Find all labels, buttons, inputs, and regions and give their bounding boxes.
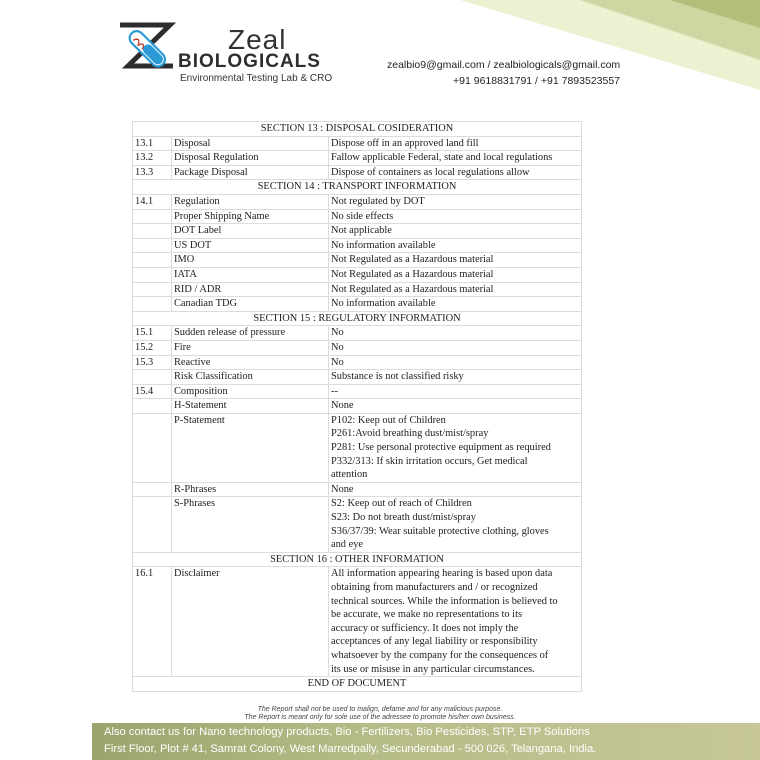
- row-number: [133, 413, 172, 482]
- row-label: Package Disposal: [172, 165, 329, 180]
- row-number: [133, 482, 172, 497]
- row-label: Disposal: [172, 136, 329, 151]
- row-label: R-Phrases: [172, 482, 329, 497]
- row-value: [329, 497, 582, 552]
- footnote-line-2: The Report is meant only for sole use of the adressee to promote his/her own business.: [244, 714, 516, 721]
- row-value-line: Not Regulated as a Hazardous material: [331, 268, 494, 280]
- row-value-line: Not Regulated as a Hazardous material: [331, 283, 494, 295]
- row-label: Canadian TDG: [172, 297, 329, 312]
- row-value-line: --: [331, 385, 338, 397]
- row-number: [133, 282, 172, 297]
- row-value: [329, 253, 582, 268]
- footer-line-1: Also contact us for Nano technology products, Bio - Fertilizers, Bio Pesticides, STP, ETP Solutions: [104, 726, 590, 738]
- row-value-line: attention: [331, 469, 368, 481]
- row-value-line: and eye: [331, 539, 364, 551]
- row-value: [329, 194, 582, 209]
- row-label: IMO: [172, 253, 329, 268]
- row-value: [329, 399, 582, 414]
- row-value-line: None: [331, 483, 354, 495]
- section-title: SECTION 14 : TRANSPORT INFORMATION: [133, 180, 582, 195]
- row-value-line: Fallow applicable Federal, state and local regulations: [331, 152, 553, 164]
- row-value: [329, 355, 582, 370]
- row-number: [133, 399, 172, 414]
- row-value: [329, 326, 582, 341]
- row-number: 16.1: [133, 567, 172, 677]
- row-value-line: P261:Avoid breathing dust/mist/spray: [331, 428, 489, 440]
- table-row: [133, 326, 582, 341]
- footer-line-2: First Floor, Plot # 41, Samrat Colony, West Marredpally, Secunderabad - 500 026, Telangana, India.: [104, 743, 597, 755]
- section-header-row: [133, 122, 582, 137]
- row-label: RID / ADR: [172, 282, 329, 297]
- section-title: SECTION 15 : REGULATORY INFORMATION: [133, 311, 582, 326]
- row-value-line: No information available: [331, 298, 436, 310]
- table-row: [133, 399, 582, 414]
- test-tube-z-logo-icon: [118, 22, 176, 74]
- table-row: [133, 297, 582, 312]
- table-row: [133, 340, 582, 355]
- row-value-line: P332/313: If skin irritation occurs, Get medical: [331, 455, 528, 467]
- row-value-line: obtaining from manufacturers and / or recognized: [331, 582, 538, 593]
- row-number: 15.3: [133, 355, 172, 370]
- sds-table: [132, 121, 582, 692]
- row-number: 15.4: [133, 384, 172, 399]
- row-value-line: acceptances of any legal liability or responsibility: [331, 636, 538, 648]
- row-label: Fire: [172, 340, 329, 355]
- table-row: [133, 370, 582, 385]
- row-number: [133, 209, 172, 224]
- row-value-line: Not Regulated as a Hazardous material: [331, 254, 494, 266]
- row-value: [329, 567, 582, 677]
- row-value-line: its use or misuse in any particular circumstances.: [331, 663, 535, 675]
- brand-subtitle: BIOLOGICALS: [178, 51, 321, 72]
- row-label: P-Statement: [172, 413, 329, 482]
- row-number: 15.2: [133, 340, 172, 355]
- row-value: [329, 282, 582, 297]
- row-number: 15.1: [133, 326, 172, 341]
- row-value: [329, 238, 582, 253]
- table-row: [133, 253, 582, 268]
- contact-phones: +91 9618831791 / +91 7893523557: [453, 75, 621, 87]
- end-row: [133, 677, 582, 692]
- row-value: [329, 165, 582, 180]
- row-number: [133, 497, 172, 552]
- row-label: Sudden release of pressure: [172, 326, 329, 341]
- row-value-line: P102: Keep out of Children: [331, 414, 446, 426]
- table-row: [133, 209, 582, 224]
- row-label: Risk Classification: [172, 370, 329, 385]
- row-value: [329, 224, 582, 239]
- row-value-line: be accurate, we make no representations to its: [331, 609, 522, 621]
- table-row: [133, 151, 582, 166]
- row-label: Reactive: [172, 355, 329, 370]
- row-value-line: None: [331, 400, 354, 412]
- footer-bar: [92, 723, 760, 760]
- row-number: [133, 224, 172, 239]
- row-value-line: P281: Use personal protective equipment as required: [331, 442, 551, 454]
- row-label: Disclaimer: [172, 567, 329, 677]
- contact-emails: zealbio9@gmail.com / zealbiologicals@gmail.com: [387, 59, 621, 71]
- row-number: 13.1: [133, 136, 172, 151]
- row-number: 13.2: [133, 151, 172, 166]
- row-value-line: Not regulated by DOT: [331, 195, 425, 207]
- row-value-line: Substance is not classified risky: [331, 371, 464, 383]
- table-row: [133, 238, 582, 253]
- row-label: Proper Shipping Name: [172, 209, 329, 224]
- row-label: Composition: [172, 384, 329, 399]
- section-header-row: [133, 552, 582, 567]
- row-value-line: Dispose of containers as local regulations allow: [331, 166, 530, 178]
- row-value-line: technical sources. While the information is believed to: [331, 595, 558, 607]
- table-row: [133, 355, 582, 370]
- row-value-line: Not applicable: [331, 225, 392, 237]
- row-label: DOT Label: [172, 224, 329, 239]
- row-label: US DOT: [172, 238, 329, 253]
- row-value: [329, 384, 582, 399]
- row-label: Regulation: [172, 194, 329, 209]
- table-row: [133, 482, 582, 497]
- row-value-line: All information appearing hearing is based upon data: [331, 568, 553, 580]
- brand-name: Zeal: [228, 24, 287, 55]
- row-number: [133, 238, 172, 253]
- row-label: H-Statement: [172, 399, 329, 414]
- row-value-line: S23: Do not breath dust/mist/spray: [331, 512, 476, 524]
- table-row: [133, 413, 582, 482]
- row-value-line: No information available: [331, 239, 436, 251]
- row-value-line: No: [331, 341, 344, 353]
- section-title: SECTION 13 : DISPOSAL COSIDERATION: [133, 122, 582, 137]
- row-number: 14.1: [133, 194, 172, 209]
- row-value-line: accuracy or sufficiency. It does not imply the: [331, 622, 519, 634]
- row-number: [133, 370, 172, 385]
- row-value-line: Dispose off in an approved land fill: [331, 137, 479, 149]
- table-row: [133, 224, 582, 239]
- row-value: [329, 482, 582, 497]
- row-number: [133, 253, 172, 268]
- section-title: SECTION 16 : OTHER INFORMATION: [133, 552, 582, 567]
- row-label: Disposal Regulation: [172, 151, 329, 166]
- row-value-line: S36/37/39: Wear suitable protective clothing, gloves: [331, 525, 549, 537]
- table-row: [133, 136, 582, 151]
- table-row: [133, 267, 582, 282]
- table-row: [133, 194, 582, 209]
- row-number: 13.3: [133, 165, 172, 180]
- row-value: [329, 151, 582, 166]
- row-number: [133, 297, 172, 312]
- footnote-line-1: The Report shall not be used to malign, defame and for any malicious purpose.: [257, 706, 503, 713]
- table-row: [133, 165, 582, 180]
- table-row: [133, 497, 582, 552]
- row-label: S-Phrases: [172, 497, 329, 552]
- row-value: [329, 136, 582, 151]
- row-value-line: No: [331, 327, 344, 339]
- brand-tagline: Environmental Testing Lab & CRO: [180, 73, 333, 84]
- row-value: [329, 209, 582, 224]
- section-header-row: [133, 180, 582, 195]
- row-value-line: S2: Keep out of reach of Children: [331, 498, 472, 510]
- row-value-line: whatsoever by the company for the consequences of: [331, 649, 549, 661]
- row-label: IATA: [172, 267, 329, 282]
- row-value: [329, 340, 582, 355]
- table-row: [133, 384, 582, 399]
- row-value-line: No side effects: [331, 210, 394, 222]
- row-value-line: No: [331, 356, 344, 368]
- row-value: [329, 297, 582, 312]
- row-number: [133, 267, 172, 282]
- end-of-document: END OF DOCUMENT: [133, 677, 582, 692]
- row-value: [329, 267, 582, 282]
- row-value: [329, 370, 582, 385]
- row-value: [329, 413, 582, 482]
- table-row: [133, 567, 582, 677]
- table-row: [133, 282, 582, 297]
- section-header-row: [133, 311, 582, 326]
